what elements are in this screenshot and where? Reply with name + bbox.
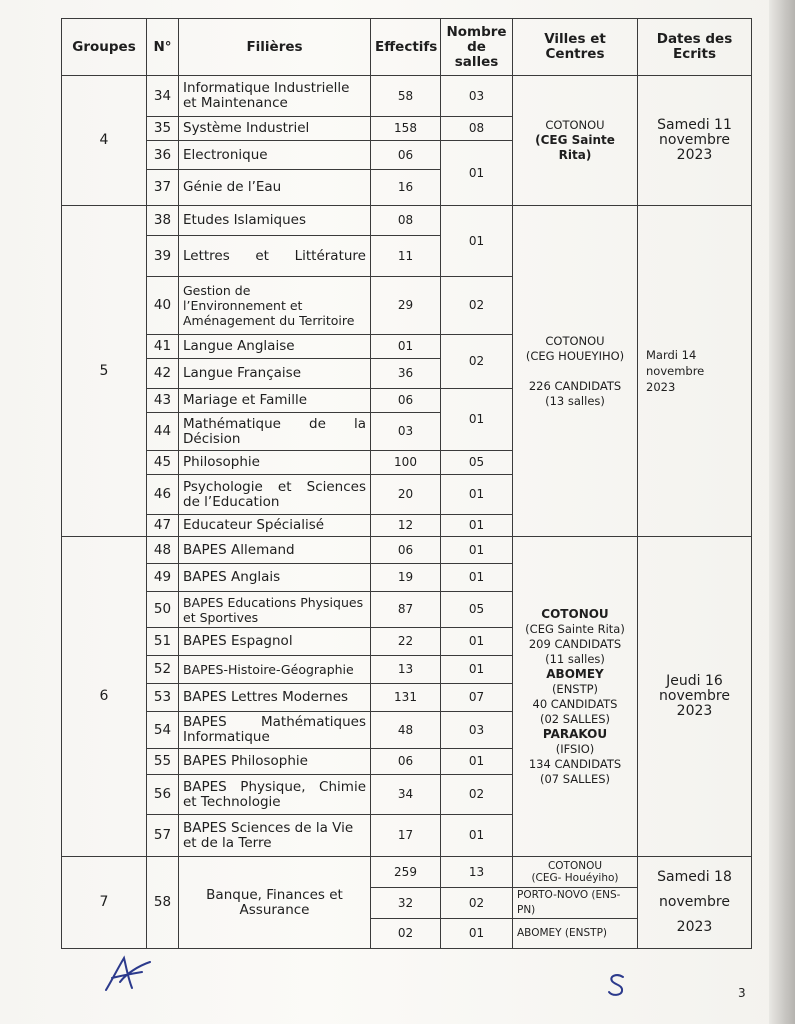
effectif-cell: 48 — [371, 712, 441, 749]
filiere-cell: BAPES Physique, Chimie et Technologie — [179, 775, 371, 815]
filiere-cell: Mathématique de la Décision — [179, 413, 371, 451]
header-groupes: Groupes — [62, 19, 147, 76]
effectif-cell: 11 — [371, 236, 441, 277]
effectif-cell: 06 — [371, 749, 441, 775]
effectif-cell: 158 — [371, 117, 441, 141]
effectif-cell: 13 — [371, 656, 441, 684]
ville-cell: PORTO-NOVO (ENS-PN) — [513, 888, 638, 919]
filiere-cell: Philosophie — [179, 451, 371, 475]
row-number: 49 — [147, 564, 179, 592]
ville-cell: COTONOU (CEG HOUEYIHO) 226 CANDIDATS (13 salles) — [513, 206, 638, 537]
filiere-cell: BAPES Educations Physiques et Sportives — [179, 592, 371, 628]
row-number: 46 — [147, 475, 179, 515]
row-number: 40 — [147, 277, 179, 335]
filiere-cell: Etudes Islamiques — [179, 206, 371, 236]
salles-cell: 07 — [441, 684, 513, 712]
ville-cell: ABOMEY (ENSTP) — [513, 919, 638, 949]
filiere-cell: BAPES Anglais — [179, 564, 371, 592]
table-row — [62, 537, 752, 564]
row-number: 55 — [147, 749, 179, 775]
effectif-cell: 36 — [371, 359, 441, 389]
filiere-cell: Langue Française — [179, 359, 371, 389]
salles-cell: 03 — [441, 712, 513, 749]
filiere-cell: BAPES Philosophie — [179, 749, 371, 775]
page-number: 3 — [738, 986, 746, 1000]
filiere-cell: BAPES Sciences de la Vie et de la Terre — [179, 815, 371, 857]
header-effectifs: Effectifs — [371, 19, 441, 76]
salles-cell: 05 — [441, 451, 513, 475]
filiere-cell: Mariage et Famille — [179, 389, 371, 413]
salles-cell: 03 — [441, 76, 513, 117]
row-number: 57 — [147, 815, 179, 857]
filiere-cell: Psychologie et Sciences de l’Education — [179, 475, 371, 515]
row-number: 52 — [147, 656, 179, 684]
salles-cell: 01 — [441, 564, 513, 592]
effectif-cell: 03 — [371, 413, 441, 451]
effectif-cell: 06 — [371, 141, 441, 170]
filiere-cell: Gestion de l’Environnement et Aménagement du Territoire — [179, 277, 371, 335]
salles-cell: 01 — [441, 656, 513, 684]
effectif-cell: 34 — [371, 775, 441, 815]
table-row — [62, 857, 752, 888]
filiere-cell: BAPES Espagnol — [179, 628, 371, 656]
salles-cell: 01 — [441, 206, 513, 277]
effectif-cell: 06 — [371, 389, 441, 413]
header-numero: N° — [147, 19, 179, 76]
date-cell: Samedi 11 novembre 2023 — [638, 76, 752, 206]
effectif-cell: 02 — [371, 919, 441, 949]
row-number: 45 — [147, 451, 179, 475]
row-number: 39 — [147, 236, 179, 277]
effectif-cell: 16 — [371, 170, 441, 206]
date-cell: Samedi 18 novembre 2023 — [638, 857, 752, 949]
effectif-cell: 87 — [371, 592, 441, 628]
filiere-cell: Système Industriel — [179, 117, 371, 141]
header-filieres: Filières — [179, 19, 371, 76]
ville-cell: COTONOU (CEG Sainte Rita) — [513, 76, 638, 206]
effectif-cell: 100 — [371, 451, 441, 475]
row-number: 38 — [147, 206, 179, 236]
group-label: 6 — [62, 537, 147, 857]
effectif-cell: 19 — [371, 564, 441, 592]
row-number: 53 — [147, 684, 179, 712]
salles-cell: 02 — [441, 888, 513, 919]
filiere-cell: Educateur Spécialisé — [179, 515, 371, 537]
filiere-cell: BAPES-Histoire-Géographie — [179, 656, 371, 684]
table-row — [62, 206, 752, 236]
group-label: 5 — [62, 206, 147, 537]
header-dates: Dates des Ecrits — [638, 19, 752, 76]
row-number: 48 — [147, 537, 179, 564]
effectif-cell: 20 — [371, 475, 441, 515]
effectif-cell: 06 — [371, 537, 441, 564]
header-villes: Villes et Centres — [513, 19, 638, 76]
filiere-cell: Informatique Industrielle et Maintenance — [179, 76, 371, 117]
date-cell: Jeudi 16 novembre 2023 — [638, 537, 752, 857]
filiere-cell: Lettres et Littérature — [179, 236, 371, 277]
effectif-cell: 259 — [371, 857, 441, 888]
exam-schedule-table — [61, 18, 752, 949]
salles-cell: 01 — [441, 749, 513, 775]
effectif-cell: 58 — [371, 76, 441, 117]
date-cell: Mardi 14 novembre 2023 — [638, 206, 752, 537]
salles-cell: 01 — [441, 475, 513, 515]
filiere-cell: BAPES Lettres Modernes — [179, 684, 371, 712]
page-edge-shadow — [769, 0, 795, 1024]
row-number: 35 — [147, 117, 179, 141]
filiere-cell: Langue Anglaise — [179, 335, 371, 359]
header-salles: Nombre de salles — [441, 19, 513, 76]
row-number: 54 — [147, 712, 179, 749]
row-number: 43 — [147, 389, 179, 413]
effectif-cell: 22 — [371, 628, 441, 656]
effectif-cell: 08 — [371, 206, 441, 236]
row-number: 47 — [147, 515, 179, 537]
salles-cell: 13 — [441, 857, 513, 888]
handwritten-initials-signature — [98, 952, 158, 997]
salles-cell: 01 — [441, 389, 513, 451]
effectif-cell: 32 — [371, 888, 441, 919]
row-number: 51 — [147, 628, 179, 656]
row-number: 58 — [147, 857, 179, 949]
row-number: 42 — [147, 359, 179, 389]
effectif-cell: 17 — [371, 815, 441, 857]
salles-cell: 01 — [441, 628, 513, 656]
row-number: 41 — [147, 335, 179, 359]
header-row — [62, 19, 752, 76]
salles-cell: 05 — [441, 592, 513, 628]
row-number: 56 — [147, 775, 179, 815]
effectif-cell: 01 — [371, 335, 441, 359]
filiere-cell: Génie de l’Eau — [179, 170, 371, 206]
effectif-cell: 29 — [371, 277, 441, 335]
filiere-cell: Banque, Finances et Assurance — [179, 857, 371, 949]
salles-cell: 02 — [441, 775, 513, 815]
row-number: 44 — [147, 413, 179, 451]
filiere-cell: BAPES Mathématiques Informatique — [179, 712, 371, 749]
filiere-cell: BAPES Allemand — [179, 537, 371, 564]
salles-cell: 01 — [441, 919, 513, 949]
filiere-cell: Electronique — [179, 141, 371, 170]
ville-cell: COTONOU (CEG Sainte Rita) 209 CANDIDATS (11 salles) ABOMEY (ENSTP) 40 CANDIDATS (02 SALLES) PARAKOU (IFSIO) 134 CANDIDATS (07 SALLES) — [513, 537, 638, 857]
ville-cell: COTONOU (CEG- Houéyiho) — [513, 857, 638, 888]
group-label: 4 — [62, 76, 147, 206]
effectif-cell: 131 — [371, 684, 441, 712]
row-number: 37 — [147, 170, 179, 206]
salles-cell: 08 — [441, 117, 513, 141]
salles-cell: 01 — [441, 815, 513, 857]
group-label: 7 — [62, 857, 147, 949]
salles-cell: 01 — [441, 537, 513, 564]
salles-cell: 01 — [441, 515, 513, 537]
effectif-cell: 12 — [371, 515, 441, 537]
row-number: 36 — [147, 141, 179, 170]
salles-cell: 01 — [441, 141, 513, 206]
row-number: 34 — [147, 76, 179, 117]
salles-cell: 02 — [441, 335, 513, 389]
handwritten-s-signature — [605, 972, 629, 998]
row-number: 50 — [147, 592, 179, 628]
table-row — [62, 76, 752, 117]
salles-cell: 02 — [441, 277, 513, 335]
